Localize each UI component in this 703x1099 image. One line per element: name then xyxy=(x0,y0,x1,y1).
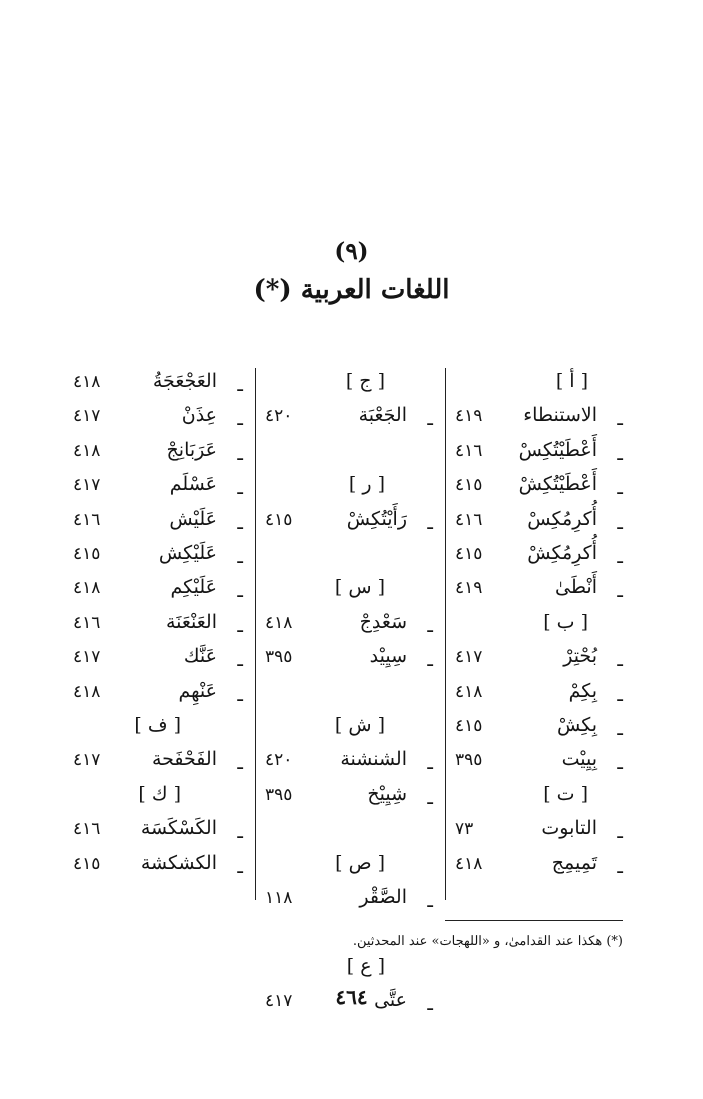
index-entry xyxy=(73,402,243,432)
column-divider-left xyxy=(255,368,256,900)
index-entry xyxy=(73,574,243,604)
entry-dash: ـ xyxy=(617,408,623,431)
entry-dash: ـ xyxy=(237,649,243,672)
entry-word: بِيِيْت xyxy=(561,748,597,771)
entry-word: بِكِمْ xyxy=(568,679,597,702)
entry-page-number: ٤١٦ xyxy=(455,440,483,461)
entry-word: عتَّى xyxy=(374,989,407,1012)
entry-word: رَأَيْتُكِشْ xyxy=(346,507,407,530)
index-entry xyxy=(73,815,243,845)
letter-heading xyxy=(455,781,623,811)
index-entry xyxy=(73,506,243,536)
footnote: (*) هكذا عند القدامىٰ، و «اللهجات» عند المحدثين. xyxy=(352,934,623,949)
entry-page-number: ٤١٨ xyxy=(455,681,483,702)
entry-dash: ـ xyxy=(617,511,623,534)
index-entry xyxy=(73,540,243,570)
letter-heading-text: [ ج ] xyxy=(345,370,385,392)
entry-word: بِكِشْ xyxy=(556,714,597,736)
letter-heading-text: [ ف ] xyxy=(134,714,181,736)
index-entry xyxy=(265,781,433,811)
entry-dash: ـ xyxy=(617,649,623,672)
entry-page-number: ٤١٧ xyxy=(73,647,101,668)
entry-word: العَنْعَنَة xyxy=(165,610,217,633)
index-entry xyxy=(73,643,243,673)
entry-page-number: ٤١٥ xyxy=(265,509,293,530)
entry-word: الفَحْفَحة xyxy=(151,748,217,771)
entry-word: أَعْطَيْتُكِسْ xyxy=(518,438,597,461)
entry-dash: ـ xyxy=(427,890,433,912)
entry-word: الكَسْكَسَة xyxy=(140,817,217,840)
entry-page-number: ١١٨ xyxy=(265,888,293,908)
entry-page-number: ٤١٥ xyxy=(455,716,483,736)
entry-word: الجَعْبَة xyxy=(358,404,407,427)
index-entry xyxy=(265,746,433,776)
entry-word: الشنشنة xyxy=(340,748,407,771)
spacer-row xyxy=(265,678,433,708)
letter-heading xyxy=(265,368,433,398)
letter-heading-text: [ ب ] xyxy=(543,610,588,633)
entry-word: سِيِيْد xyxy=(369,645,407,668)
entry-word: الكشكشة xyxy=(140,851,217,874)
entry-dash: ـ xyxy=(237,855,243,878)
entry-dash: ـ xyxy=(617,477,623,500)
entry-page-number: ٤١٨ xyxy=(265,612,293,633)
entry-dash: ـ xyxy=(617,683,623,706)
entry-dash: ـ xyxy=(237,442,243,465)
index-entry xyxy=(73,746,243,776)
letter-heading xyxy=(455,609,623,639)
letter-heading-text: [ ر ] xyxy=(348,473,385,496)
entry-dash: ـ xyxy=(237,580,243,603)
letter-heading xyxy=(73,781,243,811)
entry-dash: ـ xyxy=(237,511,243,534)
index-entry xyxy=(455,540,623,570)
entry-page-number: ٤١٩ xyxy=(455,578,483,599)
page-number: ٤٦٤ xyxy=(335,985,368,1009)
entry-word: العَجْعَجَةُ xyxy=(152,370,217,392)
entry-word: أُكرِمُكِسْ xyxy=(527,507,597,530)
entry-dash: ـ xyxy=(427,408,433,431)
letter-heading-text: [ ع ] xyxy=(346,954,385,977)
entry-page-number: ٣٩٥ xyxy=(455,750,483,771)
index-entry xyxy=(455,437,623,467)
letter-heading-text: [ ت ] xyxy=(543,782,588,805)
spacer-row xyxy=(265,540,433,570)
index-entry xyxy=(455,850,623,880)
entry-dash: ـ xyxy=(617,821,623,844)
entry-page-number: ٤٢٠ xyxy=(265,406,293,427)
entry-page-number: ٤١٨ xyxy=(455,853,483,874)
entry-page-number: ٤٢٠ xyxy=(265,750,293,771)
entry-page-number: ٤١٦ xyxy=(73,509,101,530)
entry-word: عَنَّك xyxy=(183,645,217,668)
index-entry xyxy=(455,506,623,536)
section-number: (٩) xyxy=(334,238,369,265)
index-entry xyxy=(455,643,623,673)
entry-page-number: ٤١٥ xyxy=(455,475,483,496)
entry-page-number: ٤١٨ xyxy=(73,681,101,702)
entry-dash: ـ xyxy=(237,821,243,844)
entry-page-number: ٤١٨ xyxy=(73,440,101,461)
spacer-row xyxy=(265,437,433,467)
entry-word: عَنْهِم xyxy=(178,679,217,702)
entry-page-number: ٤١٦ xyxy=(73,612,101,633)
entry-dash: ـ xyxy=(617,580,623,603)
entry-dash: ـ xyxy=(617,718,623,740)
letter-heading-text: [ ك ] xyxy=(138,782,181,805)
index-entry xyxy=(73,437,243,467)
entry-dash: ـ xyxy=(237,374,243,396)
footnote-rule xyxy=(445,920,623,921)
letter-heading-text: [ أ ] xyxy=(555,370,588,392)
entry-page-number: ٤١٨ xyxy=(73,578,101,599)
index-entry xyxy=(265,506,433,536)
entry-word: أُكرِمُكِشْ xyxy=(527,542,597,564)
entry-page-number: ٤١٧ xyxy=(73,406,101,427)
index-entry xyxy=(455,402,623,432)
entry-dash: ـ xyxy=(617,855,623,878)
index-entry xyxy=(73,368,243,398)
index-entry xyxy=(265,609,433,639)
entry-word: عَلَيْكِم xyxy=(170,576,217,599)
letter-heading-text: [ ش ] xyxy=(334,714,385,736)
entry-dash: ـ xyxy=(617,546,623,568)
entry-dash: ـ xyxy=(617,752,623,775)
index-entry xyxy=(455,712,623,742)
entry-page-number: ٤١٥ xyxy=(455,544,483,564)
entry-dash: ـ xyxy=(427,993,433,1016)
entry-word: شِيِيْخ xyxy=(367,782,407,805)
entry-dash: ـ xyxy=(237,477,243,500)
letter-heading-text: [ س ] xyxy=(334,576,385,599)
index-entry xyxy=(455,471,623,501)
entry-dash: ـ xyxy=(237,683,243,706)
letter-heading xyxy=(265,471,433,501)
entry-page-number: ٤١٧ xyxy=(265,991,293,1012)
entry-dash: ـ xyxy=(427,614,433,637)
entry-word: عِذَنْ xyxy=(181,404,217,427)
entry-page-number: ٤١٦ xyxy=(73,819,101,840)
letter-heading xyxy=(455,368,623,398)
entry-dash: ـ xyxy=(237,614,243,637)
index-entry xyxy=(455,574,623,604)
entry-page-number: ٤١٦ xyxy=(455,509,483,530)
entry-word: بُحْتِرْ xyxy=(563,645,597,668)
entry-page-number: ٣٩٥ xyxy=(265,647,293,668)
entry-word: سَعْدِجْ xyxy=(359,610,407,633)
entry-dash: ـ xyxy=(427,649,433,672)
entry-page-number: ٤١٧ xyxy=(73,475,101,496)
entry-word: الاستنطاء xyxy=(523,404,597,427)
spacer-row xyxy=(265,815,433,845)
column-divider-right xyxy=(445,368,446,900)
entry-dash: ـ xyxy=(427,752,433,775)
letter-heading xyxy=(265,953,433,983)
entry-word: عَلَيْش xyxy=(169,507,217,530)
index-entry xyxy=(73,471,243,501)
entry-page-number: ٤١٧ xyxy=(73,750,101,771)
index-entry xyxy=(455,746,623,776)
index-entry xyxy=(73,609,243,639)
entry-word: أَعْطَيْتُكِشْ xyxy=(518,473,597,496)
entry-word: الصَّقْر xyxy=(359,886,407,908)
index-entry xyxy=(265,884,433,914)
entry-word: تَمِيمِج xyxy=(551,851,597,874)
letter-heading xyxy=(265,712,433,742)
letter-heading xyxy=(73,712,243,742)
entry-page-number: ٧٣ xyxy=(455,819,474,840)
index-entry xyxy=(265,643,433,673)
entry-page-number: ٤١٥ xyxy=(73,853,101,874)
entry-word: التابوت xyxy=(541,817,597,840)
index-entry xyxy=(455,678,623,708)
index-entry xyxy=(73,678,243,708)
entry-page-number: ٤١٨ xyxy=(73,372,101,392)
entry-dash: ـ xyxy=(427,786,433,809)
entry-word: عَلَيْكِش xyxy=(158,542,217,564)
entry-dash: ـ xyxy=(237,752,243,775)
entry-page-number: ٤١٧ xyxy=(455,647,483,668)
entry-word: عَسْلَم xyxy=(169,473,217,496)
entry-dash: ـ xyxy=(237,546,243,568)
entry-page-number: ٣٩٥ xyxy=(265,784,293,805)
index-entry xyxy=(455,815,623,845)
letter-heading xyxy=(265,850,433,880)
index-entry xyxy=(73,850,243,880)
entry-word: عَرَبَانِجْ xyxy=(166,438,217,461)
entry-word: أَنْطَىٰ xyxy=(555,576,597,599)
entry-page-number: ٤١٩ xyxy=(455,406,483,427)
entry-dash: ـ xyxy=(427,511,433,534)
entry-dash: ـ xyxy=(237,408,243,431)
letter-heading-text: [ ص ] xyxy=(335,851,385,874)
entry-dash: ـ xyxy=(617,442,623,465)
section-title: اللغات العربية (*) xyxy=(253,275,450,305)
entry-page-number: ٤١٥ xyxy=(73,544,101,564)
index-entry xyxy=(265,402,433,432)
letter-heading xyxy=(265,574,433,604)
